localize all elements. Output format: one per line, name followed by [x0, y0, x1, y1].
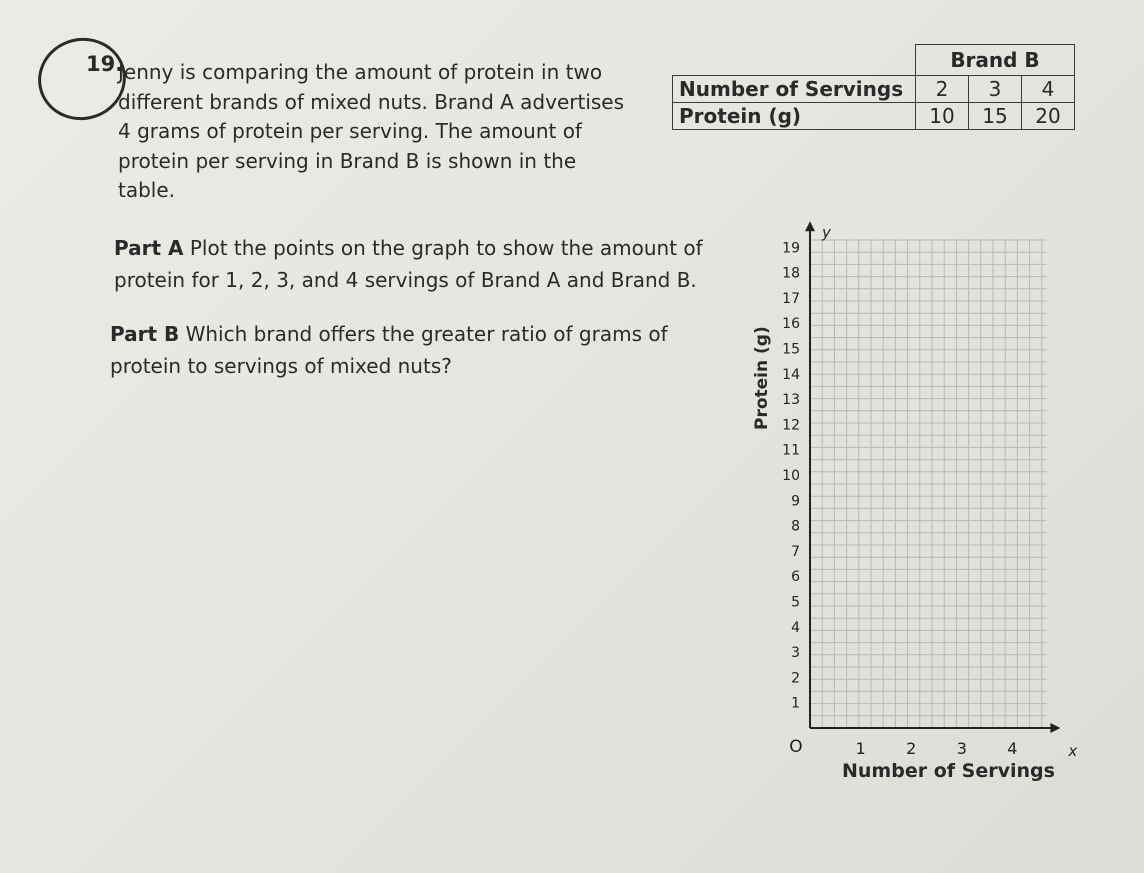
x-axis-letter: x [1068, 742, 1078, 760]
y-tick-label: 18 [782, 265, 800, 282]
y-tick-label: 5 [791, 594, 800, 611]
part-b [110, 318, 750, 382]
x-tick-label: 3 [956, 739, 967, 758]
y-tick-label: 13 [782, 392, 800, 409]
question-line-5: table. [118, 178, 176, 202]
protein-cell: 15 [969, 103, 1022, 130]
y-tick-label: 16 [782, 316, 800, 333]
y-tick-label: 10 [782, 468, 800, 484]
protein-label: Protein (g) [673, 103, 916, 130]
y-axis-label: Protein (g) [752, 326, 772, 430]
x-tick-label: 2 [906, 739, 917, 758]
y-axis-letter: y [822, 223, 831, 242]
question-line-4: protein per serving in Brand B is shown in the [118, 148, 577, 173]
servings-cell: 2 [916, 76, 969, 103]
part-b-label: Part B [110, 322, 180, 346]
question-number: 19. [86, 52, 124, 76]
x-tick-label: 1 [855, 739, 866, 758]
brand-b-table [672, 44, 1075, 130]
table-row [673, 76, 1075, 103]
y-tick-label: 3 [791, 645, 800, 662]
table-title: Brand B [916, 45, 1075, 76]
y-tick-label: 4 [791, 619, 800, 636]
part-a-line-2: protein for 1, 2, 3, and 4 servings of Brand A and Brand B. [114, 268, 697, 292]
part-b-line-1: Which brand offers the greater ratio of grams of [185, 322, 668, 346]
question-line-1: Jenny is comparing the amount of protein in two [118, 60, 603, 84]
y-tick-label: 11 [782, 442, 800, 459]
question-line-2: different brands of mixed nuts. Brand A advertises [118, 89, 625, 114]
x-axis-label: Number of Servings [842, 760, 1055, 782]
question-line-3: 4 grams of protein per serving. The amount of [118, 119, 582, 143]
y-tick-label: 6 [791, 569, 800, 586]
y-tick-label: 15 [782, 341, 800, 358]
y-tick-label: 1 [791, 695, 800, 712]
coordinate-grid[interactable] [780, 220, 1080, 760]
table-header-row [673, 45, 1075, 76]
servings-label: Number of Servings [673, 76, 916, 103]
y-tick-label: 2 [791, 670, 800, 687]
y-tick-label: 17 [782, 290, 800, 307]
part-a-line-1: Plot the points on the graph to show the amount of [189, 236, 703, 260]
y-tick-label: 12 [782, 417, 800, 434]
protein-cell: 20 [1022, 103, 1075, 130]
y-tick-label: 9 [791, 493, 800, 510]
servings-cell: 4 [1022, 76, 1075, 103]
x-axis-arrow-icon [1050, 723, 1060, 733]
y-tick-label: 19 [782, 240, 800, 257]
part-b-line-2: protein to servings of mixed nuts? [110, 354, 452, 378]
servings-cell: 3 [969, 76, 1022, 103]
y-tick-label: 14 [782, 366, 800, 383]
part-a-label: Part A [114, 236, 184, 260]
y-tick-label: 7 [791, 543, 800, 560]
y-tick-label: 8 [791, 518, 800, 535]
y-axis-arrow-icon [805, 221, 815, 231]
part-a [114, 232, 754, 296]
protein-cell: 10 [916, 103, 969, 130]
x-tick-label: 4 [1007, 739, 1018, 758]
origin-label: O [789, 737, 803, 757]
question-text [118, 58, 658, 206]
table-row [673, 103, 1075, 130]
